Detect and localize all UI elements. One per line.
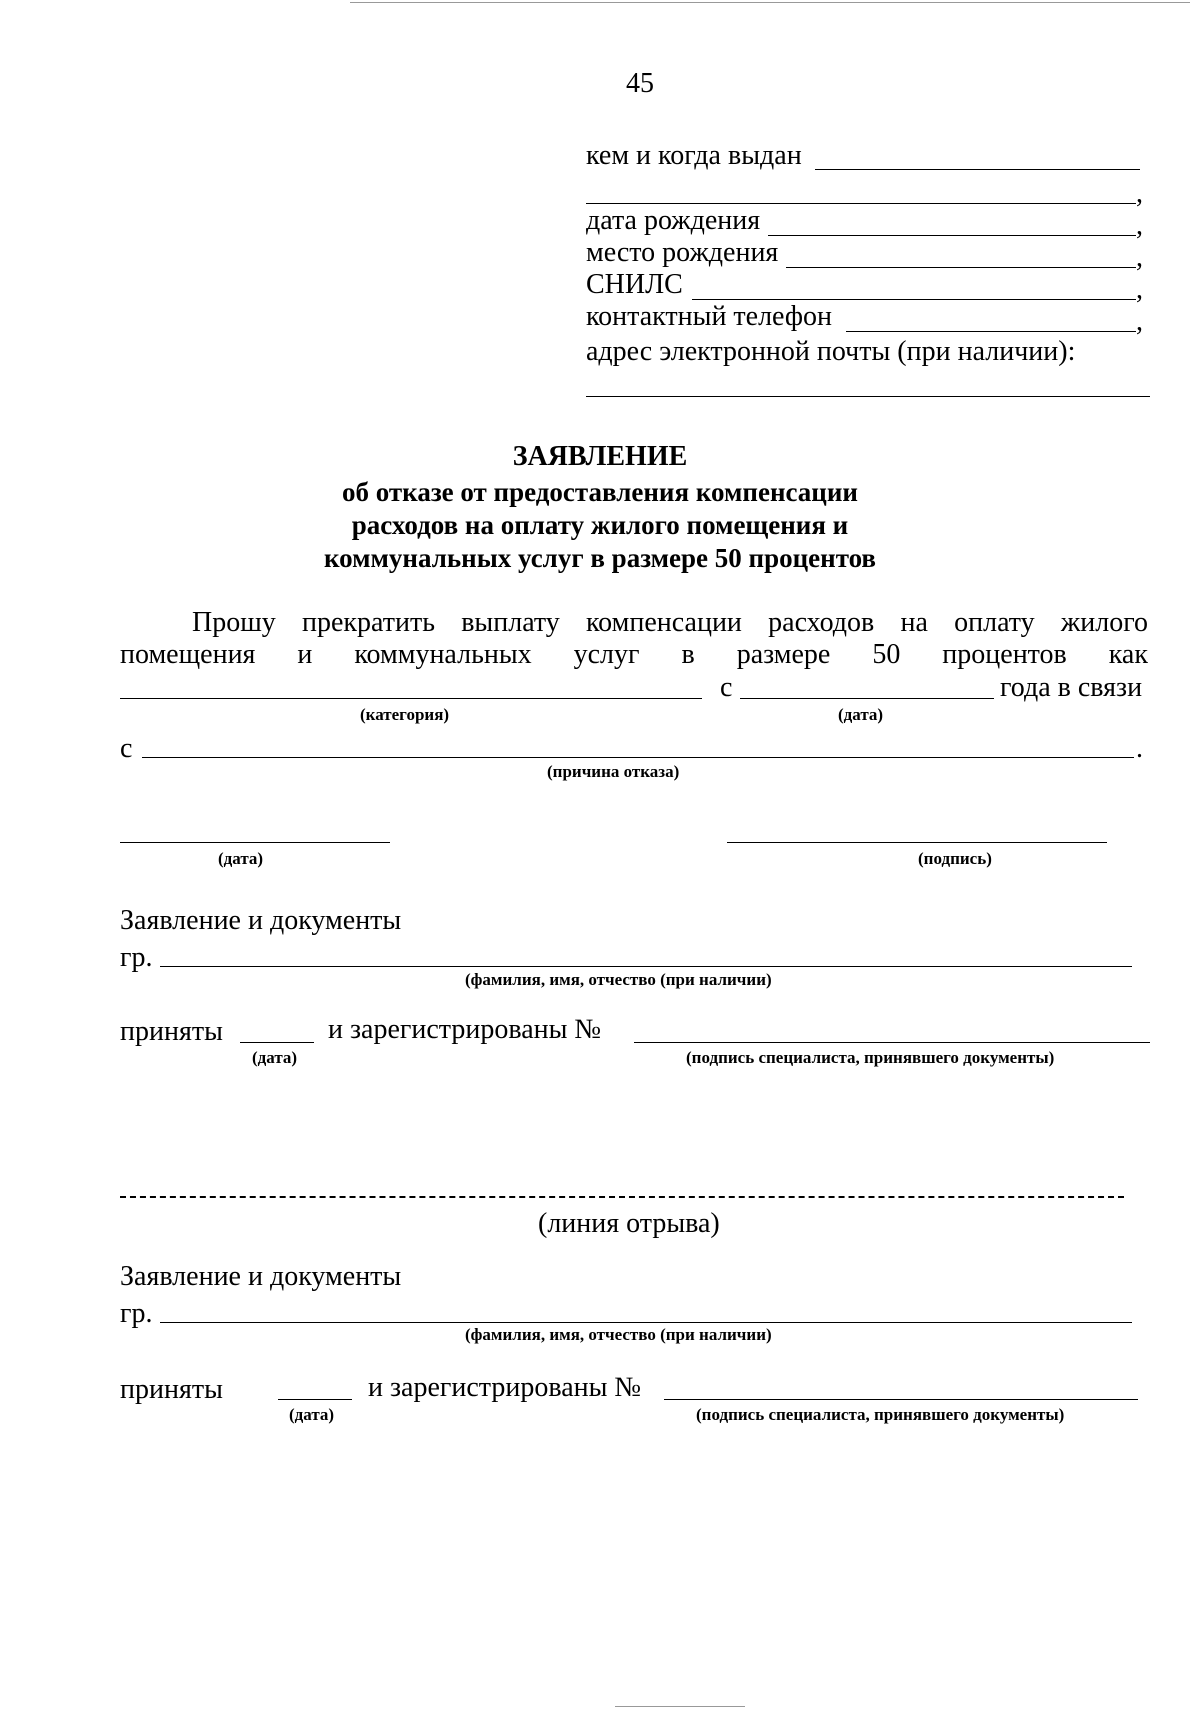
caption-date: (дата) <box>838 705 884 724</box>
birth-date-field[interactable] <box>768 235 1136 236</box>
start-date-field[interactable] <box>740 698 994 699</box>
receipt-heading: Заявление и документы <box>120 1261 402 1292</box>
word: выплату <box>461 607 560 638</box>
word: услуг <box>573 639 640 670</box>
page-number: 45 <box>626 68 654 99</box>
comma: , <box>1136 210 1143 241</box>
caption-date: (дата) <box>289 1405 335 1424</box>
email-label: адрес электронной почты (при наличии): <box>586 336 1076 367</box>
snils-label: СНИЛС <box>586 269 683 300</box>
caption-date: (дата) <box>218 849 264 868</box>
word: прекратить <box>302 607 435 638</box>
caption-fio: (фамилия, имя, отчество (при наличии) <box>465 1325 772 1344</box>
category-field[interactable] <box>120 698 702 699</box>
citizen-label: гр. <box>120 942 153 973</box>
year-in-connection: года в связи <box>1000 672 1143 703</box>
citizen-label: гр. <box>120 1298 153 1329</box>
document-subtitle-1: об отказе от предоставления компенсации <box>342 477 858 507</box>
comma: , <box>1136 274 1143 305</box>
birth-place-field[interactable] <box>786 267 1136 268</box>
issued-field-line2[interactable] <box>586 203 1136 204</box>
caption-signature: (подпись) <box>918 849 992 868</box>
phone-field[interactable] <box>846 331 1136 332</box>
word: в <box>681 639 695 670</box>
caption-specialist: (подпись специалиста, принявшего документы) <box>696 1405 1065 1424</box>
registration-number-field[interactable] <box>634 1042 1150 1043</box>
comma: , <box>1136 178 1143 209</box>
signature-date-field[interactable] <box>120 842 390 843</box>
word: размере <box>736 639 831 670</box>
tear-line <box>120 1196 1124 1198</box>
word: жилого <box>1060 607 1148 638</box>
document-title: ЗАЯВЛЕНИЕ <box>512 441 688 472</box>
registered-label: и зарегистрированы № <box>368 1372 642 1403</box>
receipt-heading: Заявление и документы <box>120 905 402 936</box>
scan-bottom-border <box>615 1706 745 1707</box>
accepted-label: приняты <box>120 1374 223 1405</box>
tear-line-label: (линия отрыва) <box>538 1208 720 1239</box>
fio-field[interactable] <box>160 966 1132 967</box>
registration-number-field[interactable] <box>664 1399 1138 1400</box>
word: оплату <box>954 607 1035 638</box>
body-line-2 <box>120 639 1148 671</box>
caption-fio: (фамилия, имя, отчество (при наличии) <box>465 970 772 989</box>
word: коммунальных <box>354 639 532 670</box>
document-subtitle-3: коммунальных услуг в размере 50 процентов <box>323 543 877 573</box>
issued-field[interactable] <box>815 169 1140 170</box>
caption-specialist: (подпись специалиста, принявшего документы) <box>686 1048 1055 1067</box>
body-line-1 <box>192 607 1148 639</box>
caption-reason: (причина отказа) <box>547 762 680 781</box>
caption-category: (категория) <box>360 705 450 724</box>
snils-field[interactable] <box>692 299 1136 300</box>
accepted-date-field[interactable] <box>240 1042 314 1043</box>
accepted-label: приняты <box>120 1016 223 1047</box>
issued-label: кем и когда выдан <box>586 140 802 171</box>
word: как <box>1108 639 1148 670</box>
reason-field[interactable] <box>142 757 1134 758</box>
birth-date-label: дата рождения <box>586 205 761 236</box>
accepted-date-field[interactable] <box>278 1399 352 1400</box>
word: Прошу <box>192 607 276 638</box>
prep-s: с <box>120 733 133 764</box>
caption-date: (дата) <box>252 1048 298 1067</box>
fio-field[interactable] <box>160 1322 1132 1323</box>
registered-label: и зарегистрированы № <box>328 1014 602 1045</box>
word: и <box>297 639 313 670</box>
word: расходов <box>768 607 875 638</box>
scan-top-border <box>350 2 1190 3</box>
word: помещения <box>120 639 256 670</box>
email-field[interactable] <box>586 396 1150 397</box>
comma: , <box>1136 242 1143 273</box>
birth-place-label: место рождения <box>586 237 779 268</box>
word: 50 <box>872 639 901 670</box>
prep-s: с <box>720 672 733 703</box>
phone-label: контактный телефон <box>586 301 832 332</box>
period: . <box>1136 733 1143 764</box>
document-subtitle-2: расходов на оплату жилого помещения и <box>351 510 849 540</box>
word: процентов <box>942 639 1067 670</box>
word: на <box>900 607 928 638</box>
signature-field[interactable] <box>727 842 1107 843</box>
word: компенсации <box>586 607 742 638</box>
comma: , <box>1136 306 1143 337</box>
